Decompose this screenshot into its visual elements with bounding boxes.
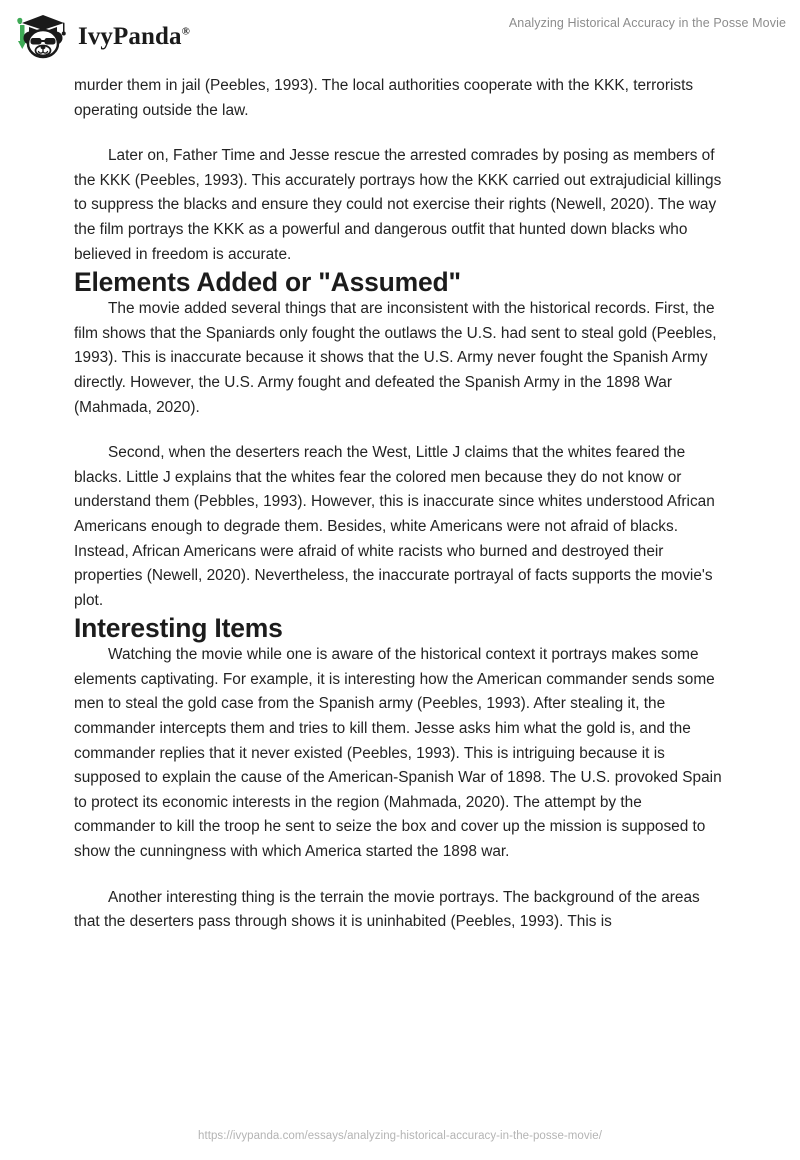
paragraph: Second, when the deserters reach the West, Little J claims that the whites feared the blacks. Little J explains that the whites fear the colored men because they do not know or understand them (Pebbles, 1993). However, this is inaccurate since whites understood African Americans enough to degrade them. Besides, white Americans were not afraid of blacks. Instead, African Americans were afraid of white racists who burned and destroyed their properties (Newell, 2020). Nevertheless, the inaccurate portrayal of facts supports the movie's plot. [74, 444, 715, 609]
section-heading-interesting-items: Interesting Items [74, 613, 283, 644]
section-heading-elements-added: Elements Added or "Assumed" [74, 267, 461, 298]
brand-wordmark [78, 24, 190, 49]
paragraph: murder them in jail (Peebles, 1993). The local authorities cooperate with the KKK, terrorists operating outside the law. [74, 77, 694, 119]
paragraph: Another interesting thing is the terrain the movie portrays. The background of the areas that the deserters pass through shows it is uninhabited (Peebles, 1993). This is [74, 888, 700, 931]
paragraph: The movie added several things that are inconsistent with the historical records. First, the film shows that the Spaniards only fought the outlaws the U.S. had sent to steal gold (Peebles, 1993). This is inaccurate because it shows that the U.S. Army never fought the Spanish Army directly. However, the U.S. Army fought and defeated the Spanish Army in the 1898 War (Mahmada, 2020). [74, 300, 717, 416]
source-url-link[interactable]: https://ivypanda.com/essays/analyzing-historical-accuracy-in-the-posse-movie/ [198, 1130, 602, 1142]
brand-name-text: IvyPanda [78, 22, 182, 50]
page-header [0, 0, 800, 66]
panda-graduate-logo-icon [14, 12, 72, 60]
registered-trademark-icon: ® [181, 25, 190, 38]
brand-logo-lockup[interactable] [14, 12, 190, 60]
document-body [74, 74, 725, 935]
paragraph: Later on, Father Time and Jesse rescue the arrested comrades by posing as members of the KKK (Peebles, 1993). This accurately portrays how the KKK carried out extrajudicial killings to suppress the blacks and ensure they could not exercise their rights (Newell, 2020). The way the film portrays the KKK as a powerful and dangerous outfit that hunted down blacks who believed in freedom is accurate. [74, 147, 722, 263]
paragraph: Watching the movie while one is aware of the historical context it portrays makes some elements captivating. For example, it is interesting how the American commander sends some men to steal the gold case from the Spanish army (Peebles, 1993). After stealing it, the commander intercepts them and tries to kill them. Jesse asks him what the gold is, and the commander replies that it never existed (Peebles, 1993). This is intriguing because it is supposed to explain the cause of the American-Spanish War of 1898. The U.S. provoked Spain to protect its economic interests in the region (Mahmada, 2020). The attempt by the commander to kill the troop he sent to seize the box and cover up the mission is supposed to show the cunningness with which America started the 1898 war. [74, 646, 722, 861]
running-head-title: Analyzing Historical Accuracy in the Posse Movie [508, 16, 786, 30]
page-footer [0, 1120, 800, 1160]
